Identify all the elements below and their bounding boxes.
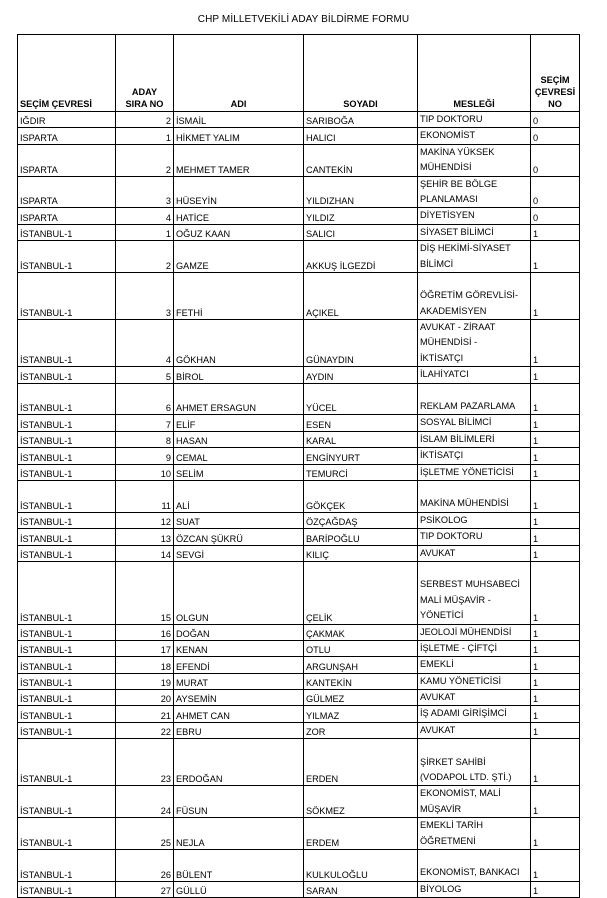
meslek-line: MÜŞAVİR: [420, 803, 462, 814]
cell-adi: FÜSUN: [174, 786, 304, 818]
cell-aday-sira-no: 1: [116, 128, 174, 144]
cell-meslegi: [418, 480, 531, 512]
cell-adi: İSMAİL: [174, 112, 304, 128]
cell-adi: MEHMET TAMER: [174, 144, 304, 176]
cell-secim-cevresi: İSTANBUL-1: [18, 624, 116, 640]
cell-aday-sira-no: 10: [116, 464, 174, 480]
table-row: [18, 818, 580, 850]
meslek-line: REKLAM PAZARLAMA: [420, 401, 516, 412]
meslek-line: AVUKAT: [420, 547, 456, 558]
table-row: [18, 624, 580, 640]
cell-meslegi: [418, 448, 531, 464]
cell-soyadi: ARGUNŞAH: [304, 657, 418, 673]
table-row: [18, 561, 580, 624]
cell-adi: HÜSEYİN: [174, 176, 304, 208]
cell-soyadi: TEMURCİ: [304, 464, 418, 480]
cell-adi: GÜLLÜ: [174, 881, 304, 897]
cell-aday-sira-no: 23: [116, 739, 174, 786]
cell-aday-sira-no: 24: [116, 786, 174, 818]
cell-meslegi: [418, 640, 531, 656]
cell-aday-sira-no: 19: [116, 673, 174, 689]
meslek-line: (VODAPOL LTD. ŞTİ.): [420, 772, 512, 783]
meslek-line: SİYASET BİLİMCİ: [420, 226, 494, 237]
meslek-line: MAKİNA YÜKSEK: [420, 146, 495, 157]
cell-adi: ÖZCAN ŞÜKRÜ: [174, 529, 304, 545]
cell-adi: AYSEMİN: [174, 690, 304, 706]
cell-soyadi: ZOR: [304, 722, 418, 738]
cell-secim-cevresi: IĞDIR: [18, 112, 116, 128]
candidate-table: [17, 34, 580, 898]
meslek-line: [420, 739, 528, 754]
cell-adi: HATİCE: [174, 208, 304, 224]
cell-adi: GÖKHAN: [174, 320, 304, 367]
cell-soyadi: YILDIZHAN: [304, 176, 418, 208]
cell-meslegi: [418, 624, 531, 640]
cell-soyadi: SÖKMEZ: [304, 786, 418, 818]
cell-secim-cevresi-no: 1: [531, 272, 580, 319]
cell-aday-sira-no: 2: [116, 144, 174, 176]
table-row: [18, 640, 580, 656]
cell-aday-sira-no: 13: [116, 529, 174, 545]
cell-secim-cevresi: İSTANBUL-1: [18, 818, 116, 850]
cell-secim-cevresi-no: 0: [531, 208, 580, 224]
cell-secim-cevresi: İSTANBUL-1: [18, 690, 116, 706]
cell-secim-cevresi-no: 1: [531, 786, 580, 818]
cell-adi: AHMET ERSAGUN: [174, 383, 304, 415]
cell-secim-cevresi: İSTANBUL-1: [18, 657, 116, 673]
cell-soyadi: ENGİNYURT: [304, 448, 418, 464]
cell-soyadi: YILMAZ: [304, 706, 418, 722]
meslek-line: ŞEHİR BE BÖLGE: [420, 178, 498, 189]
cell-soyadi: GÖKÇEK: [304, 480, 418, 512]
cell-aday-sira-no: 4: [116, 208, 174, 224]
cell-secim-cevresi-no: 1: [531, 640, 580, 656]
table-row: [18, 415, 580, 431]
cell-secim-cevresi: ISPARTA: [18, 128, 116, 144]
cell-soyadi: YÜCEL: [304, 383, 418, 415]
meslek-line: İSLAM BİLİMLERİ: [420, 433, 495, 444]
cell-meslegi: [418, 415, 531, 431]
header-adi: ADI: [174, 35, 304, 112]
cell-meslegi: [418, 128, 531, 144]
cell-aday-sira-no: 26: [116, 849, 174, 881]
cell-soyadi: ÇELİK: [304, 561, 418, 624]
cell-adi: OLGUN: [174, 561, 304, 624]
cell-secim-cevresi: İSTANBUL-1: [18, 739, 116, 786]
cell-soyadi: ERDEM: [304, 818, 418, 850]
cell-secim-cevresi: İSTANBUL-1: [18, 529, 116, 545]
cell-secim-cevresi-no: 0: [531, 128, 580, 144]
cell-meslegi: [418, 739, 531, 786]
cell-secim-cevresi-no: 1: [531, 657, 580, 673]
meslek-line: İKTİSATÇI: [420, 450, 464, 461]
cell-aday-sira-no: 6: [116, 383, 174, 415]
cell-soyadi: ESEN: [304, 415, 418, 431]
cell-secim-cevresi-no: 0: [531, 112, 580, 128]
meslek-line: AKADEMİSYEN: [420, 305, 487, 316]
cell-meslegi: [418, 272, 531, 319]
cell-aday-sira-no: 1: [116, 224, 174, 240]
meslek-line: AVUKAT - ZİRAAT: [420, 322, 496, 333]
cell-aday-sira-no: 2: [116, 112, 174, 128]
cell-aday-sira-no: 3: [116, 176, 174, 208]
cell-adi: ERDOĞAN: [174, 739, 304, 786]
cell-meslegi: [418, 673, 531, 689]
table-row: [18, 224, 580, 240]
cell-adi: EBRU: [174, 722, 304, 738]
form-title: CHP MİLLETVEKİLİ ADAY BİLDİRME FORMU: [197, 14, 410, 25]
cell-secim-cevresi-no: 1: [531, 545, 580, 561]
cell-secim-cevresi-no: 1: [531, 431, 580, 447]
cell-secim-cevresi-no: 1: [531, 561, 580, 624]
meslek-line: [420, 481, 528, 496]
cell-secim-cevresi: İSTANBUL-1: [18, 383, 116, 415]
table-row: [18, 144, 580, 176]
meslek-line: EKONOMİST, BANKACI: [420, 867, 520, 878]
cell-secim-cevresi-no: 1: [531, 415, 580, 431]
cell-aday-sira-no: 20: [116, 690, 174, 706]
cell-aday-sira-no: 7: [116, 415, 174, 431]
cell-secim-cevresi-no: 1: [531, 529, 580, 545]
cell-secim-cevresi-no: 1: [531, 383, 580, 415]
table-row: [18, 480, 580, 512]
meslek-line: ÖĞRETİM GÖREVLİSİ-: [420, 290, 519, 301]
cell-secim-cevresi-no: 1: [531, 624, 580, 640]
table-row: [18, 706, 580, 722]
cell-aday-sira-no: 16: [116, 624, 174, 640]
meslek-line: BİYOLOG: [420, 883, 462, 894]
cell-meslegi: [418, 208, 531, 224]
cell-soyadi: AÇIKEL: [304, 272, 418, 319]
cell-secim-cevresi: İSTANBUL-1: [18, 320, 116, 367]
header-meslegi: MESLEĞİ: [418, 35, 531, 112]
cell-secim-cevresi: İSTANBUL-1: [18, 272, 116, 319]
cell-secim-cevresi: İSTANBUL-1: [18, 512, 116, 528]
cell-soyadi: GÜLMEZ: [304, 690, 418, 706]
cell-meslegi: [418, 367, 531, 383]
meslek-line: EMEKLİ TARİH: [420, 820, 483, 831]
cell-soyadi: HALICI: [304, 128, 418, 144]
cell-aday-sira-no: 2: [116, 241, 174, 273]
meslek-line: KAMU YÖNETİCİSİ: [420, 675, 502, 686]
cell-secim-cevresi: İSTANBUL-1: [18, 561, 116, 624]
meslek-line: MALİ MÜŞAVİR -: [420, 594, 491, 605]
cell-adi: BİROL: [174, 367, 304, 383]
cell-secim-cevresi: İSTANBUL-1: [18, 415, 116, 431]
cell-adi: EFENDİ: [174, 657, 304, 673]
table-row: [18, 241, 580, 273]
cell-secim-cevresi-no: 1: [531, 464, 580, 480]
cell-aday-sira-no: 11: [116, 480, 174, 512]
cell-secim-cevresi-no: 0: [531, 144, 580, 176]
cell-secim-cevresi-no: 1: [531, 448, 580, 464]
cell-meslegi: [418, 241, 531, 273]
cell-aday-sira-no: 8: [116, 431, 174, 447]
cell-soyadi: OTLU: [304, 640, 418, 656]
header-soyadi: SOYADI: [304, 35, 418, 112]
cell-soyadi: ÖZÇAĞDAŞ: [304, 512, 418, 528]
meslek-line: SERBEST MUHSABECİ: [420, 579, 520, 590]
cell-secim-cevresi-no: 1: [531, 690, 580, 706]
meslek-line: TIP DOKTORU: [420, 531, 483, 542]
cell-secim-cevresi: İSTANBUL-1: [18, 224, 116, 240]
cell-soyadi: KULKULOĞLU: [304, 849, 418, 881]
meslek-line: MÜHENDİSİ -: [420, 337, 478, 348]
cell-soyadi: AYDIN: [304, 367, 418, 383]
cell-meslegi: [418, 176, 531, 208]
meslek-line: AVUKAT: [420, 724, 456, 735]
cell-secim-cevresi: İSTANBUL-1: [18, 448, 116, 464]
cell-meslegi: [418, 881, 531, 897]
cell-aday-sira-no: 3: [116, 272, 174, 319]
cell-meslegi: [418, 112, 531, 128]
meslek-line: EKONOMİST: [420, 130, 476, 141]
cell-soyadi: SARAN: [304, 881, 418, 897]
meslek-line: ÖĞRETMENİ: [420, 835, 476, 846]
meslek-line: MAKİNA MÜHENDİSİ: [420, 498, 509, 509]
cell-secim-cevresi-no: 1: [531, 224, 580, 240]
cell-adi: HİKMET YALIM: [174, 128, 304, 144]
cell-secim-cevresi-no: 0: [531, 176, 580, 208]
meslek-line: İLAHİYATCI: [420, 369, 469, 380]
cell-secim-cevresi: İSTANBUL-1: [18, 640, 116, 656]
cell-soyadi: KARAL: [304, 431, 418, 447]
cell-secim-cevresi: İSTANBUL-1: [18, 849, 116, 881]
cell-soyadi: GÜNAYDIN: [304, 320, 418, 367]
cell-aday-sira-no: 27: [116, 881, 174, 897]
cell-adi: DOĞAN: [174, 624, 304, 640]
cell-secim-cevresi-no: 1: [531, 320, 580, 367]
cell-adi: HASAN: [174, 431, 304, 447]
cell-adi: SUAT: [174, 512, 304, 528]
table-row: [18, 112, 580, 128]
cell-meslegi: [418, 690, 531, 706]
table-row: [18, 464, 580, 480]
meslek-line: AVUKAT: [420, 692, 456, 703]
header-aday-sira-no: [116, 35, 174, 112]
cell-secim-cevresi: İSTANBUL-1: [18, 545, 116, 561]
header-secim-cevresi-no-line: NO: [548, 99, 562, 109]
cell-adi: BÜLENT: [174, 849, 304, 881]
table-row: [18, 176, 580, 208]
cell-secim-cevresi-no: 1: [531, 706, 580, 722]
table-row: [18, 545, 580, 561]
cell-meslegi: [418, 431, 531, 447]
meslek-line: İŞLETME - ÇİFTÇİ: [420, 642, 498, 653]
table-row: [18, 383, 580, 415]
cell-aday-sira-no: 15: [116, 561, 174, 624]
cell-soyadi: YILDIZ: [304, 208, 418, 224]
cell-adi: KENAN: [174, 640, 304, 656]
cell-adi: ALİ: [174, 480, 304, 512]
meslek-line: DİŞ HEKİMİ-SİYASET: [420, 243, 511, 254]
cell-soyadi: SALICI: [304, 224, 418, 240]
header-secim-cevresi-no-line: SEÇİM: [540, 75, 570, 85]
cell-adi: SELİM: [174, 464, 304, 480]
cell-soyadi: SARIBOĞA: [304, 112, 418, 128]
cell-soyadi: CANTEKİN: [304, 144, 418, 176]
meslek-line: MÜHENDİSİ: [420, 162, 472, 173]
cell-meslegi: [418, 529, 531, 545]
header-secim-cevresi-no: [531, 35, 580, 112]
cell-meslegi: [418, 545, 531, 561]
cell-secim-cevresi-no: 1: [531, 739, 580, 786]
cell-secim-cevresi-no: 1: [531, 512, 580, 528]
table-row: [18, 673, 580, 689]
table-row: [18, 529, 580, 545]
meslek-line: YÖNETİCİ: [420, 610, 464, 621]
table-row: [18, 849, 580, 881]
cell-adi: OĞUZ KAAN: [174, 224, 304, 240]
meslek-line: İŞLETME YÖNETİCİSİ: [420, 466, 514, 477]
cell-meslegi: [418, 786, 531, 818]
cell-secim-cevresi-no: 1: [531, 849, 580, 881]
meslek-line: [420, 850, 528, 865]
cell-secim-cevresi: İSTANBUL-1: [18, 431, 116, 447]
header-aday-sira-no-line: ADAY: [131, 87, 158, 97]
cell-soyadi: BARİPOĞLU: [304, 529, 418, 545]
table-row: [18, 448, 580, 464]
cell-soyadi: AKKUŞ İLGEZDİ: [304, 241, 418, 273]
cell-aday-sira-no: 12: [116, 512, 174, 528]
meslek-line: ŞİRKET SAHİBİ: [420, 756, 486, 767]
cell-secim-cevresi: İSTANBUL-1: [18, 241, 116, 273]
cell-meslegi: [418, 722, 531, 738]
meslek-line: İŞ ADAMI GİRİŞİMCİ: [420, 708, 507, 719]
table-row: [18, 272, 580, 319]
cell-secim-cevresi: İSTANBUL-1: [18, 786, 116, 818]
meslek-line: [420, 384, 528, 399]
cell-secim-cevresi-no: 1: [531, 241, 580, 273]
meslek-line: EMEKLİ: [420, 659, 454, 670]
table-row: [18, 512, 580, 528]
cell-meslegi: [418, 224, 531, 240]
cell-soyadi: KILIÇ: [304, 545, 418, 561]
cell-secim-cevresi: ISPARTA: [18, 176, 116, 208]
meslek-line: EKONOMİST, MALİ: [420, 788, 501, 799]
cell-meslegi: [418, 818, 531, 850]
cell-adi: CEMAL: [174, 448, 304, 464]
cell-secim-cevresi: İSTANBUL-1: [18, 464, 116, 480]
cell-aday-sira-no: 5: [116, 367, 174, 383]
cell-secim-cevresi: İSTANBUL-1: [18, 367, 116, 383]
cell-secim-cevresi: İSTANBUL-1: [18, 673, 116, 689]
meslek-line: PLANLAMASI: [420, 193, 478, 204]
cell-aday-sira-no: 14: [116, 545, 174, 561]
cell-adi: GAMZE: [174, 241, 304, 273]
cell-secim-cevresi: ISPARTA: [18, 144, 116, 176]
header-row: [18, 35, 580, 112]
cell-secim-cevresi-no: 1: [531, 673, 580, 689]
cell-adi: MURAT: [174, 673, 304, 689]
header-aday-sira-no-line: SIRA NO: [125, 99, 164, 109]
cell-secim-cevresi-no: 1: [531, 722, 580, 738]
meslek-line: JEOLOJİ MÜHENDİSİ: [420, 626, 512, 637]
cell-secim-cevresi-no: 1: [531, 480, 580, 512]
cell-aday-sira-no: 25: [116, 818, 174, 850]
meslek-line: BİLİMCİ: [420, 258, 454, 269]
cell-aday-sira-no: 4: [116, 320, 174, 367]
cell-adi: SEVGİ: [174, 545, 304, 561]
cell-secim-cevresi-no: 1: [531, 367, 580, 383]
cell-aday-sira-no: 18: [116, 657, 174, 673]
meslek-line: DİYETİSYEN: [420, 210, 475, 221]
cell-adi: FETHİ: [174, 272, 304, 319]
table-row: [18, 367, 580, 383]
table-row: [18, 208, 580, 224]
cell-meslegi: [418, 849, 531, 881]
meslek-line: [420, 273, 528, 288]
cell-secim-cevresi-no: 1: [531, 881, 580, 897]
table-row: [18, 722, 580, 738]
table-row: [18, 128, 580, 144]
cell-secim-cevresi: İSTANBUL-1: [18, 722, 116, 738]
table-row: [18, 739, 580, 786]
cell-meslegi: [418, 464, 531, 480]
cell-secim-cevresi: İSTANBUL-1: [18, 881, 116, 897]
cell-secim-cevresi: İSTANBUL-1: [18, 480, 116, 512]
table-body: [18, 112, 580, 898]
meslek-line: İKTİSATÇI: [420, 352, 464, 363]
meslek-line: TIP DOKTORU: [420, 114, 483, 124]
cell-meslegi: [418, 320, 531, 367]
table-row: [18, 320, 580, 367]
cell-aday-sira-no: 21: [116, 706, 174, 722]
header-secim-cevresi: SEÇİM ÇEVRESİ: [18, 35, 116, 112]
table-row: [18, 881, 580, 897]
table-row: [18, 431, 580, 447]
cell-adi: AHMET CAN: [174, 706, 304, 722]
meslek-line: [420, 562, 528, 577]
cell-meslegi: [418, 706, 531, 722]
table-row: [18, 786, 580, 818]
cell-secim-cevresi-no: 1: [531, 818, 580, 850]
cell-adi: ELİF: [174, 415, 304, 431]
cell-meslegi: [418, 512, 531, 528]
header-secim-cevresi-no-line: ÇEVRESİ: [534, 87, 576, 97]
cell-aday-sira-no: 22: [116, 722, 174, 738]
table-row: [18, 690, 580, 706]
cell-secim-cevresi: İSTANBUL-1: [18, 706, 116, 722]
meslek-line: PSİKOLOG: [420, 514, 468, 525]
table-row: [18, 657, 580, 673]
cell-meslegi: [418, 144, 531, 176]
cell-adi: NEJLA: [174, 818, 304, 850]
cell-meslegi: [418, 561, 531, 624]
cell-meslegi: [418, 657, 531, 673]
cell-soyadi: KANTEKİN: [304, 673, 418, 689]
cell-soyadi: ERDEN: [304, 739, 418, 786]
cell-aday-sira-no: 17: [116, 640, 174, 656]
meslek-line: SOSYAL BİLİMCİ: [420, 417, 492, 428]
cell-soyadi: ÇAKMAK: [304, 624, 418, 640]
cell-secim-cevresi: ISPARTA: [18, 208, 116, 224]
cell-meslegi: [418, 383, 531, 415]
cell-aday-sira-no: 9: [116, 448, 174, 464]
